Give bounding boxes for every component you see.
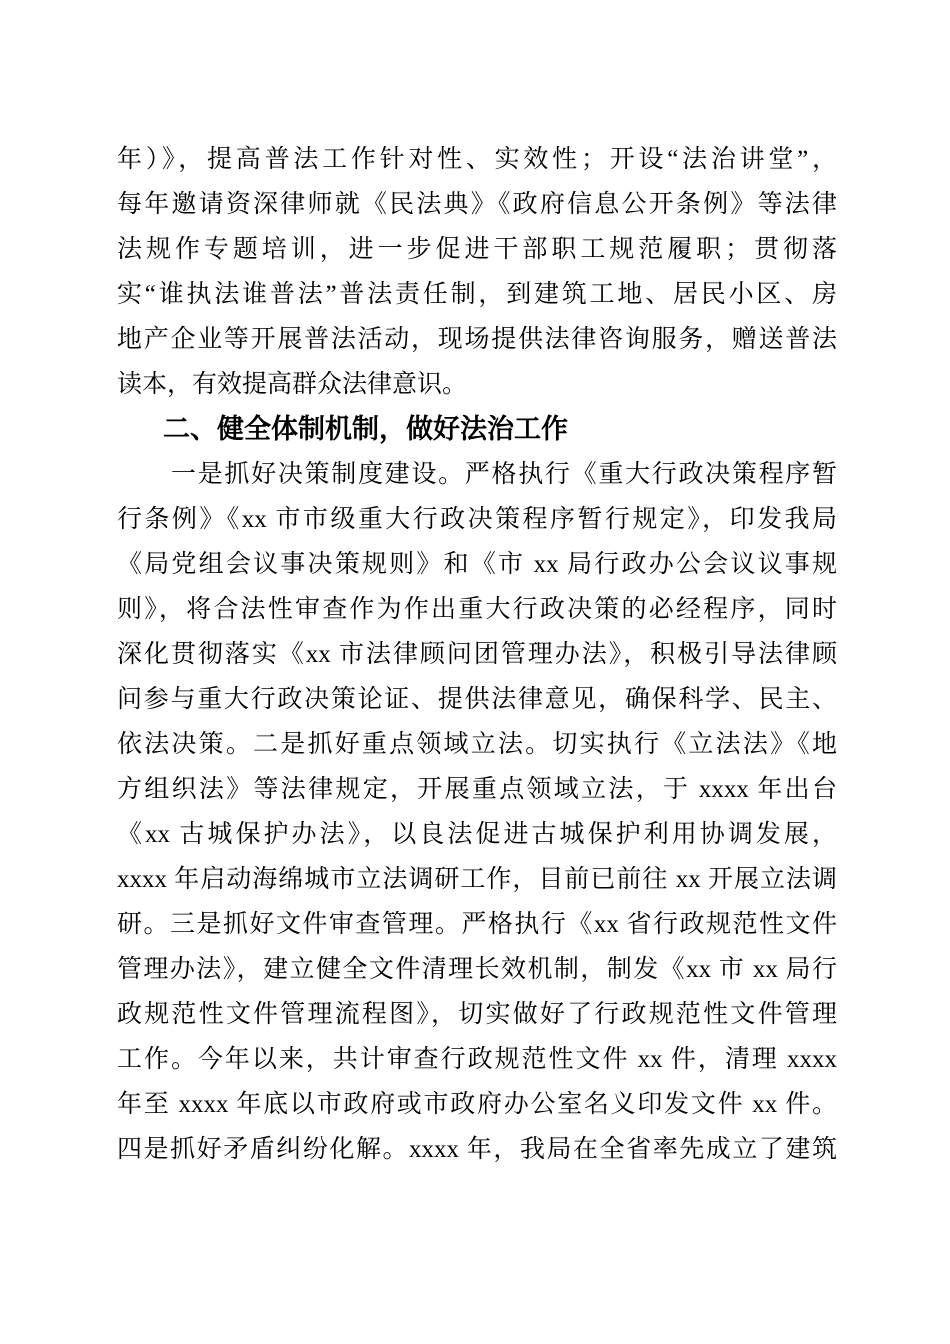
paragraph-line: 年）》，提高普法工作针对性、实效性；开设“法治讲堂”， [117,146,837,173]
paragraph-line: 管理办法》，建立健全文件清理长效机制，制发《xx 市 xx 局行 [117,956,837,983]
paragraph-line: 则》，将合法性审查作为作出重大行政决策的必经程序，同时 [117,596,837,623]
paragraph-line: 深化贯彻落实《xx 市法律顾问团管理办法》，积极引导法律顾 [117,641,837,668]
paragraph-line: 地产企业等开展普法活动，现场提供法律咨询服务，赠送普法 [117,326,837,353]
paragraph-line: xxxx 年启动海绵城市立法调研工作，目前已前往 xx 开展立法调 [117,866,837,893]
paragraph-line: 法规作专题培训，进一步促进干部职工规范履职；贯彻落 [117,236,837,263]
page-text-block [117,137,837,1172]
paragraph-line: 问参与重大行政决策论证、提供法律意见，确保科学、民主、 [117,686,837,713]
paragraph-line: 方组织法》等法律规定，开展重点领域立法，于 xxxx 年出台 [117,776,837,803]
paragraph-line: 实“谁执法谁普法”普法责任制，到建筑工地、居民小区、房 [117,281,837,308]
paragraph-line: 四是抓好矛盾纠纷化解。xxxx 年，我局在全省率先成立了建筑 [117,1136,837,1163]
paragraph-line: 一是抓好决策制度建设。严格执行《重大行政决策程序暂 [171,461,837,488]
paragraph-line: 研。三是抓好文件审查管理。严格执行《xx 省行政规范性文件 [117,911,837,938]
section-heading: 二、健全体制机制，做好法治工作 [163,414,568,444]
paragraph-line: 工作。今年以来，共计审查行政规范性文件 xx 件，清理 xxxx [117,1046,837,1073]
paragraph-line: 读本，有效提高群众法律意识。 [117,371,468,398]
paragraph-line: 《xx 古城保护办法》，以良法促进古城保护利用协调发展， [117,821,837,848]
paragraph-line: 行条例》《xx 市市级重大行政决策程序暂行规定》，印发我局 [117,506,837,533]
paragraph-line: 年至 xxxx 年底以市政府或市政府办公室名义印发文件 xx 件。 [117,1091,837,1118]
paragraph-line: 依法决策。二是抓好重点领域立法。切实执行《立法法》《地 [117,731,837,758]
paragraph-line: 政规范性文件管理流程图》，切实做好了行政规范性文件管理 [117,1001,837,1028]
paragraph-line: 每年邀请资深律师就《民法典》《政府信息公开条例》等法律 [117,191,837,218]
paragraph-line: 《局党组会议事决策规则》和《市 xx 局行政办公会议议事规 [117,551,837,578]
